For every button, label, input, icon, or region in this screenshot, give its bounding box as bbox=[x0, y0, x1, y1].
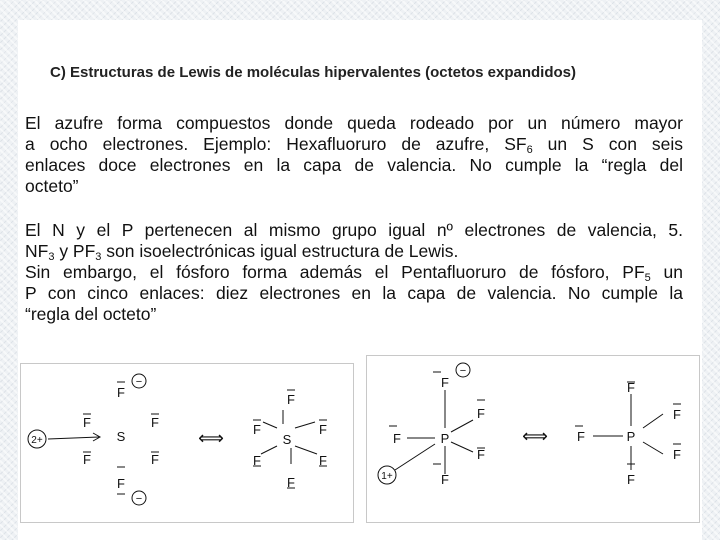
sf6-lewis-diagram bbox=[20, 363, 354, 523]
fluorine-atom: F bbox=[477, 447, 485, 462]
fluorine-atom: F bbox=[83, 452, 91, 467]
paragraph-line: $NF_3$ y $PF_3$ son isoelectrónicas igual estructura de Lewis. bbox=[25, 241, 459, 263]
paragraph-line: El N y el P pertenecen al mismo grupo igual nº electrones de valencia, 5. bbox=[25, 220, 683, 240]
fluorine-atom: F bbox=[441, 375, 449, 390]
fluorine-atom: F bbox=[287, 475, 295, 490]
negative-charge: − bbox=[135, 376, 143, 388]
paragraph-line: Sin embargo, el fósforo forma además el Pentafluoruro de fósforo, $PF_5$ un bbox=[25, 262, 683, 284]
negative-charge: − bbox=[459, 365, 467, 377]
fluorine-atom: F bbox=[441, 472, 449, 487]
paragraph-line: octeto” bbox=[25, 176, 79, 196]
fluorine-atom: F bbox=[673, 447, 681, 462]
sulfur-atom: S bbox=[282, 432, 292, 447]
fluorine-atom: F bbox=[117, 385, 125, 400]
fluorine-atom: F bbox=[83, 415, 91, 430]
paragraph-phosphorus bbox=[25, 220, 683, 325]
fluorine-atom: F bbox=[627, 472, 635, 487]
negative-charge: − bbox=[135, 493, 143, 505]
fluorine-atom: F bbox=[577, 429, 585, 444]
fluorine-atom: F bbox=[151, 415, 159, 430]
phosphorus-atom: P bbox=[626, 429, 636, 444]
phosphorus-atom: P bbox=[440, 431, 450, 446]
pf5-lewis-diagram bbox=[366, 355, 700, 523]
sulfur-atom: S bbox=[116, 429, 126, 444]
resonance-arrow: ⟺ bbox=[198, 428, 224, 448]
fluorine-atom: F bbox=[673, 407, 681, 422]
fluorine-atom: F bbox=[477, 406, 485, 421]
fluorine-atom: F bbox=[253, 422, 261, 437]
fluorine-atom: F bbox=[319, 422, 327, 437]
paragraph-line: enlaces doce electrones en la capa de valencia. No cumple la “regla del bbox=[25, 155, 683, 175]
fluorine-atom: F bbox=[627, 380, 635, 395]
fluorine-atom: F bbox=[117, 476, 125, 491]
paragraph-line: P con cinco enlaces: diez electrones en la capa de valencia. No cumple la bbox=[25, 283, 683, 303]
paragraph-sulfur bbox=[25, 113, 683, 197]
fluorine-atom: F bbox=[287, 392, 295, 407]
sf6-diagram-svg bbox=[21, 364, 353, 522]
resonance-arrow: ⟺ bbox=[522, 426, 548, 446]
paragraph-line: El azufre forma compuestos donde queda rodeado por un número mayor bbox=[25, 113, 683, 133]
paragraph-line: a ocho electrones. Ejemplo: Hexafluoruro de azufre, $SF_6$ un S con seis bbox=[25, 134, 683, 156]
fluorine-atom: F bbox=[151, 452, 159, 467]
positive-charge: 2+ bbox=[31, 435, 43, 446]
pf5-diagram-svg bbox=[367, 356, 699, 522]
positive-charge: 1+ bbox=[381, 471, 393, 482]
paragraph-line: “regla del octeto” bbox=[25, 304, 157, 324]
fluorine-atom: F bbox=[319, 453, 327, 468]
fluorine-atom: F bbox=[393, 431, 401, 446]
fluorine-atom: F bbox=[253, 453, 261, 468]
section-heading: C) Estructuras de Lewis de moléculas hipervalentes (octetos expandidos) bbox=[50, 64, 576, 81]
